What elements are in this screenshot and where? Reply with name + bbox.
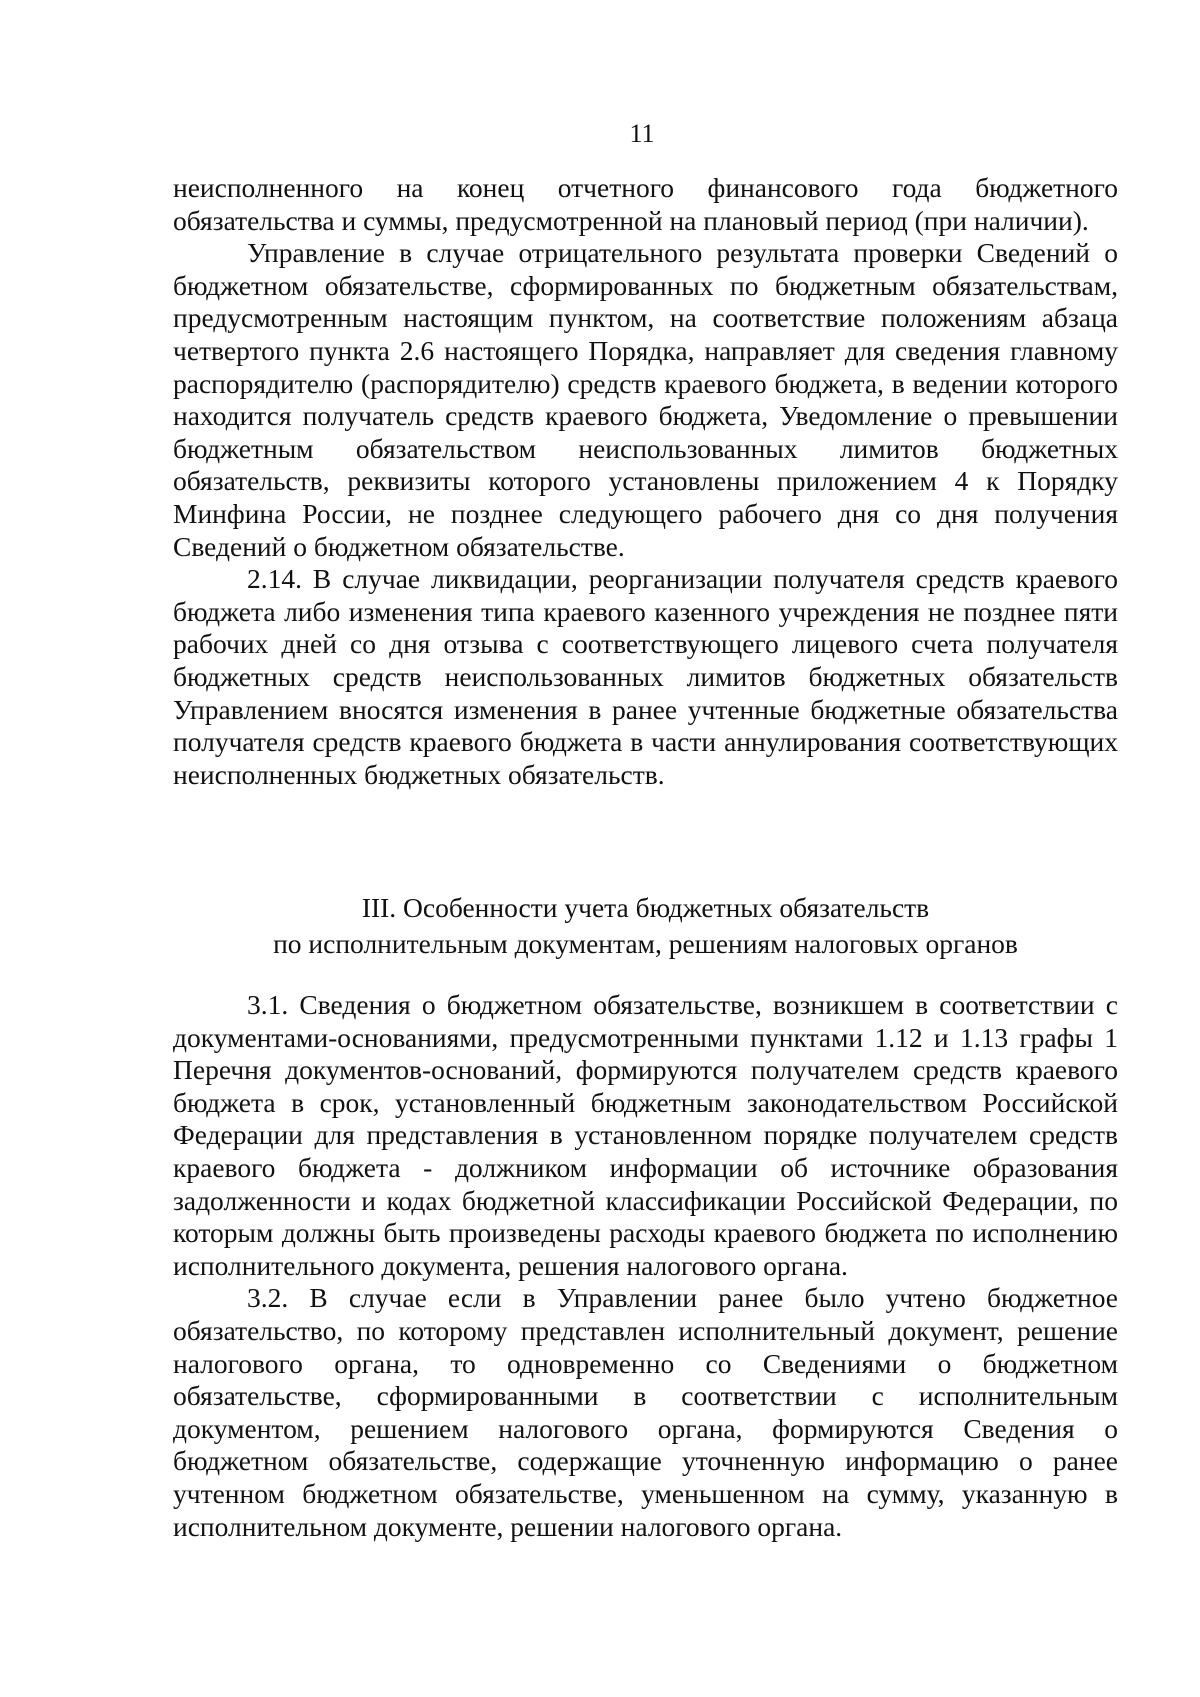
body-text-top [173, 172, 1118, 791]
paragraph-2-14: 2.14. В случае ликвидации, реорганизации получателя средств краевого бюджета либо изменения типа краевого казенного учреждения не позднее пяти рабочих дней со дня отзыва с соответствующего лицевого счета получателя бюджетных средств неиспользованных лимитов бюджетных обязательств Управлением вносятся изменения в ранее учтенные бюджетные обязательства получателя средств краевого бюджета в части аннулирования соответствующих неисполненных бюджетных обязательств. [173, 563, 1118, 790]
page-number: 11 [629, 119, 655, 148]
section-heading-line-2: по исполнительным документам, решениям налоговых органов [273, 928, 1018, 959]
paragraph-notification: Управление в случае отрицательного результата проверки Сведений о бюджетном обязательстве, сформированных по бюджетным обязательствам, предусмотренным настоящим пунктом, на соответствие положениям абзаца четвертого пункта 2.6 настоящего Порядка, направляет для сведения главному распорядителю (распорядителю) средств краевого бюджета, в ведении которого находится получатель средств краевого бюджета, Уведомление о превышении бюджетным обязательством неиспользованных лимитов бюджетных обязательств, реквизиты которого установлены приложением 4 к Порядку Минфина России, не позднее следующего рабочего дня со дня получения Сведений о бюджетном обязательстве. [173, 237, 1118, 562]
section-heading [173, 890, 1118, 962]
body-text-bottom [173, 989, 1118, 1543]
section-heading-line-1: III. Особенности учета бюджетных обязательств [361, 892, 930, 923]
paragraph-3-1: 3.1. Сведения о бюджетном обязательстве, возникшем в соответствии с документами-основаниями, предусмотренными пунктами 1.12 и 1.13 графы 1 Перечня документов-оснований, формируются получателем средств краевого бюджета в срок, установленный бюджетным законодательством Российской Федерации для представления в установленном порядке получателем средств краевого бюджета - должником информации об источнике образования задолженности и кодах бюджетной классификации Российской Федерации, по которым должны быть произведены расходы краевого бюджета по исполнению исполнительного документа, решения налогового органа. [173, 989, 1118, 1281]
paragraph-continuation: неисполненного на конец отчетного финансового года бюджетного обязательства и суммы, предусмотренной на плановый период (при наличии). [173, 172, 1118, 236]
paragraph-3-2: 3.2. В случае если в Управлении ранее было учтено бюджетное обязательство, по которому представлен исполнительный документ, решение налогового органа, то одновременно со Сведениями о бюджетном обязательстве, сформированными в соответствии с исполнительным документом, решением налогового органа, формируются Сведения о бюджетном обязательстве, содержащие уточненную информацию о ранее учтенном бюджетном обязательстве, уменьшенном на сумму, указанную в исполнительном документе, решении налогового органа. [173, 1282, 1118, 1542]
